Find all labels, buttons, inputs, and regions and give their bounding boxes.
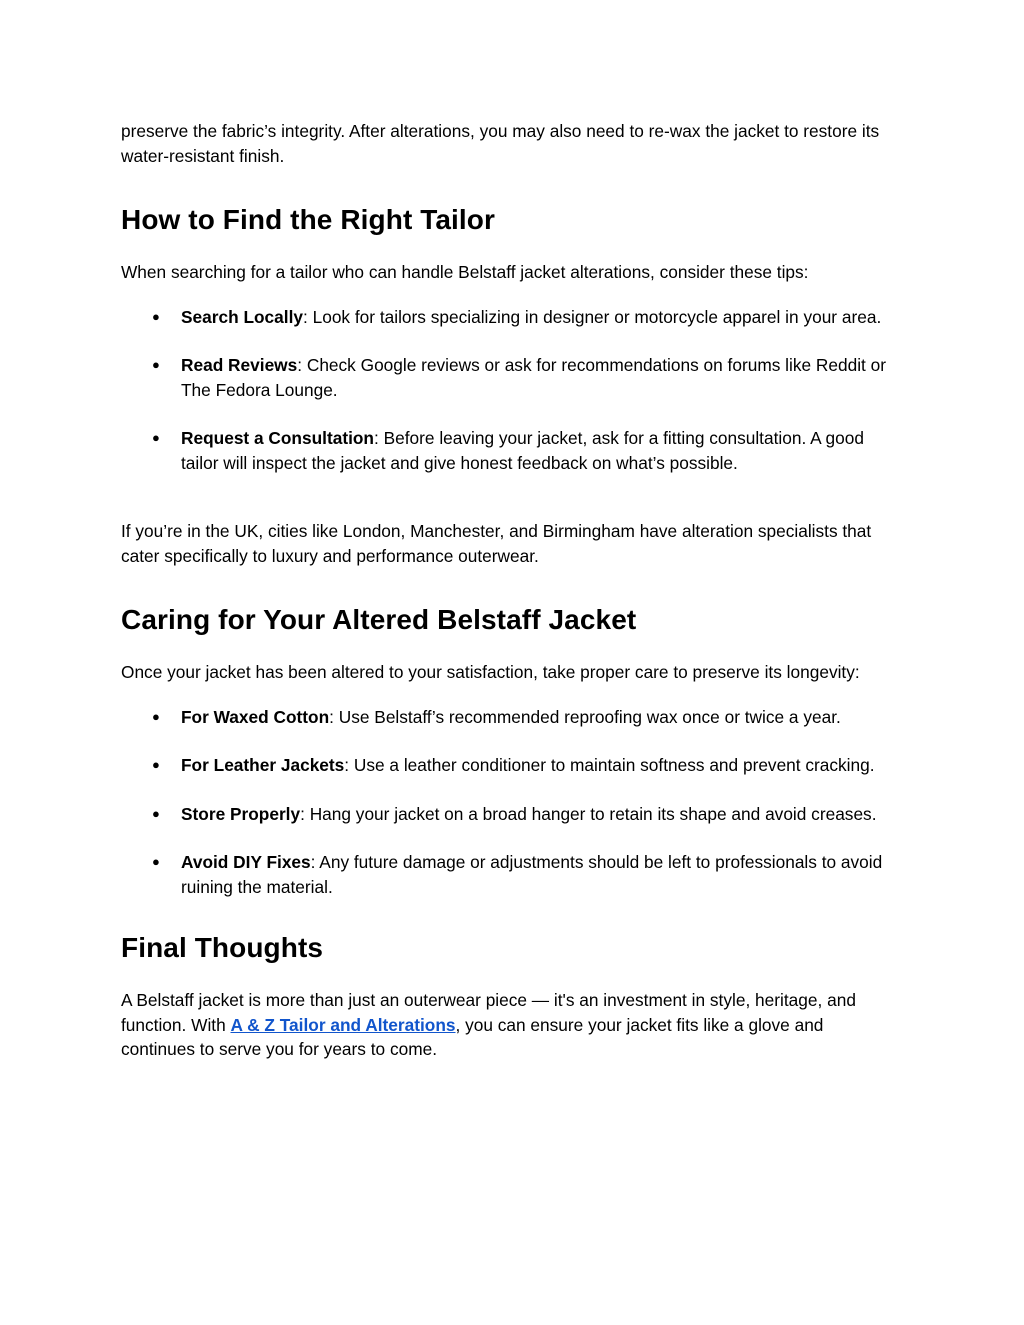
bullet-icon: ●: [152, 757, 160, 772]
caring-lead: Once your jacket has been altered to your satisfaction, take proper care to preserve its longevity:: [121, 662, 860, 682]
list-item: [121, 353, 891, 402]
bullet-icon: ●: [152, 430, 160, 445]
tip-label: For Waxed Cotton: [181, 706, 330, 727]
tip-text: : Check Google reviews or ask for recommendations on forums like Reddit or The Fedora Lounge.: [181, 355, 887, 400]
caring-tips-list: [121, 705, 891, 900]
find-tailor-closing: If you’re in the UK, cities like London, Manchester, and Birmingham have alteration specialists that cater specifically to luxury and performance outerwear.: [121, 521, 872, 566]
list-item: [121, 705, 891, 730]
bullet-icon: ●: [152, 357, 160, 372]
tip-label: Store Properly: [181, 803, 301, 824]
tip-text: : Any future damage or adjustments should be left to professionals to avoid ruining the material.: [181, 852, 883, 897]
heading-final-thoughts: Final Thoughts: [121, 932, 324, 963]
tip-text: : Hang your jacket on a broad hanger to retain its shape and avoid creases.: [300, 803, 877, 824]
find-tailor-tips-list: [121, 305, 891, 476]
document-page: [121, 119, 891, 1062]
list-item: [121, 753, 891, 778]
tailor-link[interactable]: A & Z Tailor and Alterations: [230, 1014, 456, 1035]
final-text-before: A Belstaff jacket is more than just an outerwear piece — it's an investment in style, heritage, and function. With: [121, 990, 856, 1035]
tip-label: Read Reviews: [181, 355, 298, 375]
heading-find-tailor: How to Find the Right Tailor: [121, 204, 496, 235]
tip-text: : Look for tailors specializing in designer or motorcycle apparel in your area.: [303, 306, 882, 327]
intro-paragraph: preserve the fabric’s integrity. After alterations, you may also need to re-wax the jacket to restore its water-resistant finish.: [121, 121, 880, 166]
bullet-icon: ●: [152, 708, 160, 724]
list-item: [121, 426, 891, 475]
list-item: [121, 305, 891, 330]
tip-text: : Before leaving your jacket, ask for a fitting consultation. A good tailor will inspect the jacket and give honest feedback on what’s possible.: [181, 428, 864, 473]
final-text-after: , you can ensure your jacket fits like a glove and continues to serve you for years to come.: [121, 1014, 824, 1059]
bullet-icon: ●: [152, 854, 160, 869]
final-thoughts-paragraph: [121, 988, 891, 1062]
heading-caring: Caring for Your Altered Belstaff Jacket: [121, 604, 637, 635]
bullet-icon: ●: [152, 308, 160, 324]
tip-text: : Use Belstaff’s recommended reproofing wax once or twice a year.: [329, 706, 841, 727]
find-tailor-lead: When searching for a tailor who can handle Belstaff jacket alterations, consider these tips:: [121, 262, 809, 282]
bullet-icon: ●: [152, 805, 160, 821]
list-item: [121, 802, 891, 827]
tip-label: For Leather Jackets: [181, 755, 345, 775]
tip-label: Request a Consultation: [181, 428, 374, 448]
list-item: [121, 850, 891, 899]
tip-text: : Use a leather conditioner to maintain softness and prevent cracking.: [344, 755, 875, 775]
tip-label: Search Locally: [181, 306, 303, 327]
tip-label: Avoid DIY Fixes: [181, 852, 311, 872]
